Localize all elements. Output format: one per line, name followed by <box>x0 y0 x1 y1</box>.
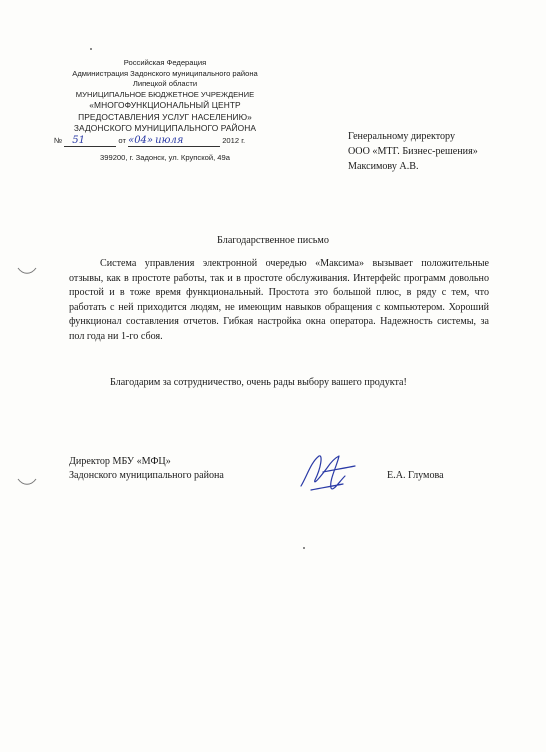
letterhead-administration: Администрация Задонского муниципального района <box>72 68 258 78</box>
punch-hole-mark-top <box>16 265 38 277</box>
letterhead-address: 399200, г. Задонск, ул. Крупской, 49а <box>100 152 230 162</box>
letterhead-institution-type: МУНИЦИПАЛЬНОЕ БЮДЖЕТНОЕ УЧРЕЖДЕНИЕ <box>75 89 255 99</box>
date-prefix: от <box>118 135 126 145</box>
letterhead-org-line-2: ПРЕДОСТАВЛЕНИЯ УСЛУГ НАСЕЛЕНИЮ» <box>78 111 252 122</box>
recipient-company: ООО «МТГ. Бизнес-решения» <box>348 146 478 158</box>
letterhead-org-line-1: «МНОГОФУНКЦИОНАЛЬНЫЙ ЦЕНТР <box>89 100 241 111</box>
letter-body: Система управления электронной очередью «Максима» вызывает положительные отзывы, как в простоте работы, так и в простоте обслуживания. Интерфейс программ довольно простой и в тоже время функциональный. Простота это большой плюс, в ряду с тем, что работать с ней приходится людям, не имеющим навыков обращения с компьютером. Хороший функционал составления отчетов. Гибкая настройка окна оператора. Надежность системы, за пол года ни 1-го сбоя. <box>69 258 489 342</box>
date-field <box>128 135 220 147</box>
letter-thanks: Благодарим за сотрудничество, очень рады выбору вашего продукта! <box>110 377 407 388</box>
date-day-handwritten: «04» <box>128 134 154 146</box>
signatory-position-line-2: Задонского муниципального района <box>69 470 224 482</box>
signatory-position <box>69 455 224 483</box>
date-year: 2012 г. <box>222 135 246 145</box>
number-sign: № <box>54 135 63 145</box>
date-month-handwritten: июля <box>155 134 184 146</box>
recipient-block <box>348 129 478 175</box>
signatory-position-line-1: Директор МБУ «МФЦ» <box>69 456 171 467</box>
outgoing-number-line <box>40 135 290 147</box>
recipient-position: Генеральному директору <box>348 131 456 142</box>
letterhead-org-line-3: ЗАДОНСКОГО МУНИЦИПАЛЬНОГО РАЙОНА <box>73 122 257 133</box>
letterhead-region: Липецкой области <box>132 79 198 89</box>
number-handwritten: 51 <box>72 134 86 146</box>
punch-hole-mark-bottom <box>16 476 38 488</box>
document-title: Благодарственное письмо <box>217 235 329 246</box>
signatory-name: Е.А. Глумова <box>387 470 444 481</box>
number-field <box>64 135 116 147</box>
letterhead-country: Российская Федерация <box>123 58 207 67</box>
scan-speck-top <box>88 46 94 52</box>
letterhead <box>40 58 290 163</box>
handwritten-signature <box>293 446 363 502</box>
recipient-name: Максимову А.В. <box>348 161 419 173</box>
scan-speck-bottom <box>301 545 307 551</box>
